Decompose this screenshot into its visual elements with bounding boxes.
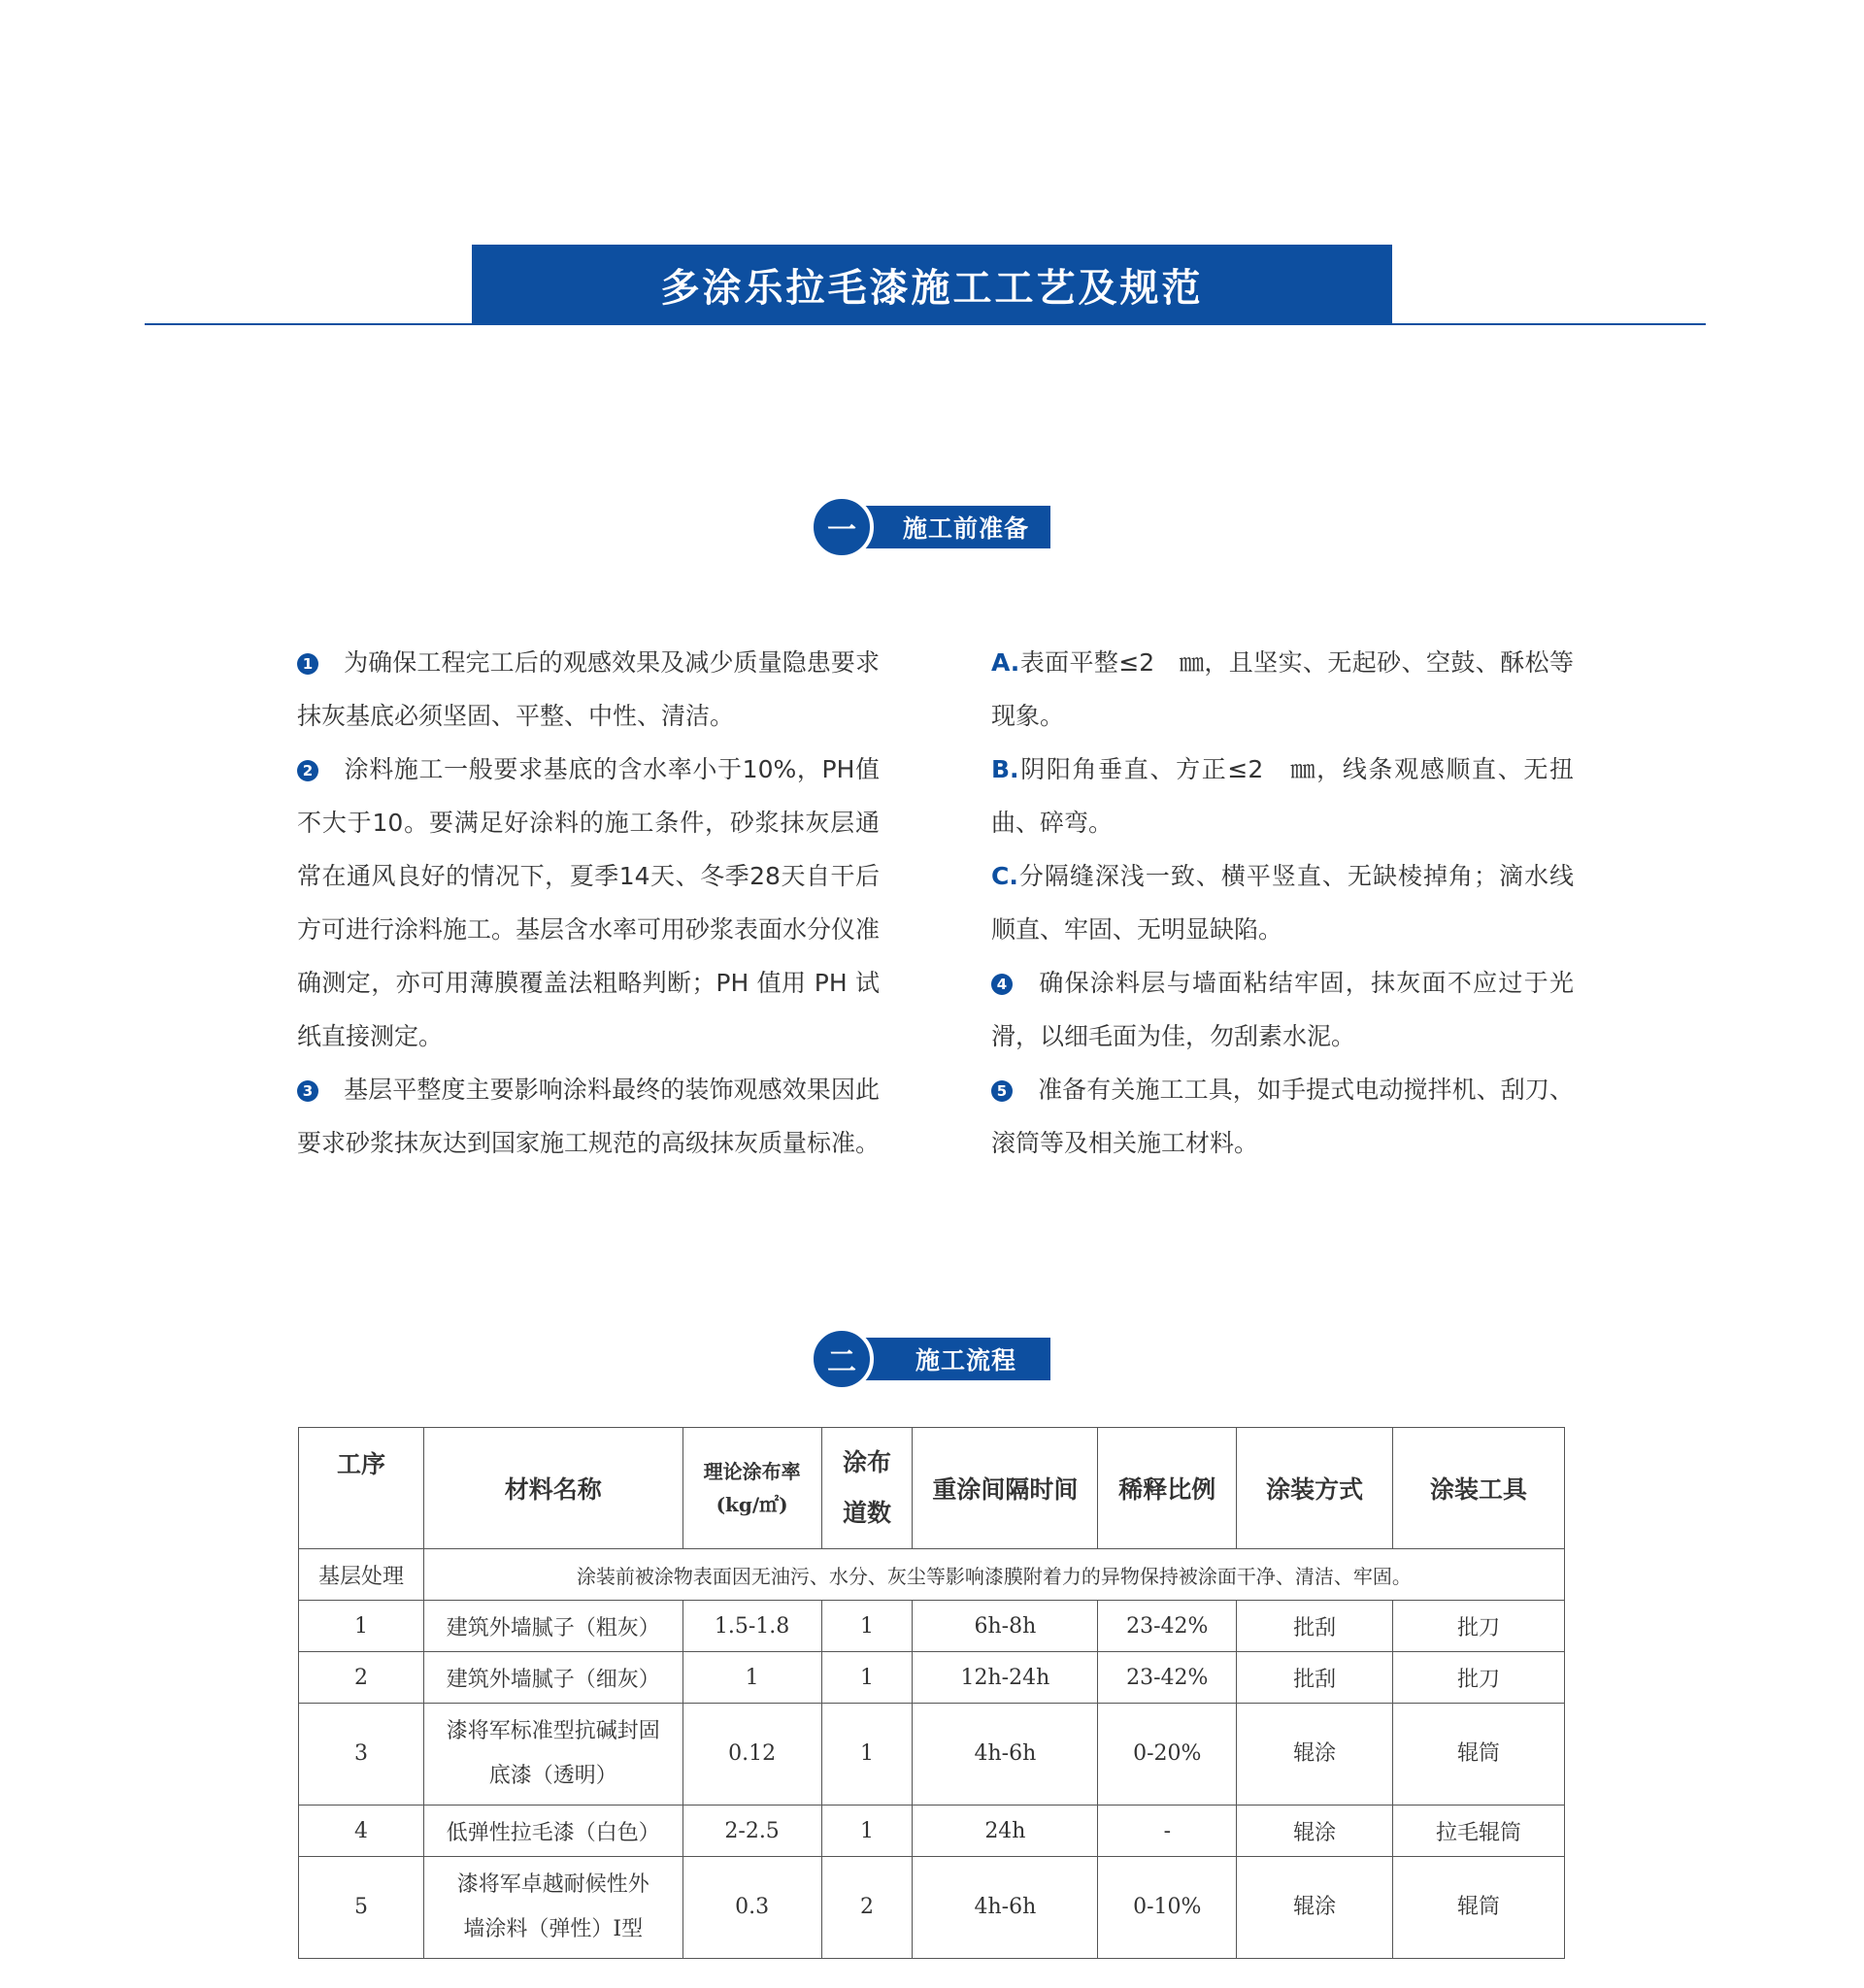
item-text: 准备有关施工工具，如手提式电动搅拌机、刮刀、滚筒等及相关施工材料。 xyxy=(991,1076,1574,1157)
cell-step: 1 xyxy=(299,1601,424,1652)
cell-dilution: 0-10% xyxy=(1098,1857,1237,1959)
material-line2: 墙涂料（弹性）I型 xyxy=(463,1917,644,1941)
cell-step: 4 xyxy=(299,1806,424,1857)
item-text: 表面平整≤2 ㎜，且坚实、无起砂、空鼓、酥松等现象。 xyxy=(991,648,1574,730)
cell-dilution: 23-42% xyxy=(1098,1601,1237,1652)
cell-method: 辊涂 xyxy=(1237,1704,1393,1806)
number-bullet: 3 xyxy=(297,1080,318,1102)
table-row xyxy=(299,1806,1565,1857)
number-bullet: 1 xyxy=(297,653,318,675)
header-rate-line2: (kg/㎡) xyxy=(716,1493,788,1516)
cell-rate: 2-2.5 xyxy=(682,1806,821,1857)
section-label: 施工前准备 xyxy=(902,514,1029,543)
header-step: 工序 xyxy=(299,1428,424,1549)
cell-tool: 批刀 xyxy=(1393,1601,1565,1652)
header-interval: 重涂间隔时间 xyxy=(913,1428,1098,1549)
header-tool: 涂装工具 xyxy=(1393,1428,1565,1549)
cell-dilution: 23-42% xyxy=(1098,1652,1237,1704)
cell-rate: 0.3 xyxy=(682,1857,821,1959)
page-title: 多涂乐拉毛漆施工工艺及规范 xyxy=(472,245,1392,324)
cell-coats: 1 xyxy=(821,1806,913,1857)
header-coats-line1: 涂布 xyxy=(843,1448,892,1476)
list-item xyxy=(297,743,880,1063)
letter-marker: C. xyxy=(991,862,1018,890)
cell-step: 3 xyxy=(299,1704,424,1806)
header-coats-line2: 道数 xyxy=(843,1499,892,1527)
material-line1: 漆将军卓越耐候性外 xyxy=(456,1872,649,1897)
cell-method: 辊涂 xyxy=(1237,1806,1393,1857)
header-rate xyxy=(682,1428,821,1549)
header-rate-line1: 理论涂布率 xyxy=(703,1460,801,1483)
list-item xyxy=(297,636,880,743)
item-text: 分隔缝深浅一致、横平竖直、无缺棱掉角；滴水线顺直、牢固、无明显缺陷。 xyxy=(991,862,1574,944)
section-number-badge: 二 xyxy=(810,1327,874,1391)
cell-material: 建筑外墙腻子（粗灰） xyxy=(423,1601,682,1652)
number-bullet: 5 xyxy=(991,1080,1013,1102)
table-row xyxy=(299,1704,1565,1806)
header-material: 材料名称 xyxy=(423,1428,682,1549)
section-header-preparation xyxy=(810,495,1062,559)
cell-method: 辊涂 xyxy=(1237,1857,1393,1959)
cell-tool: 辊筒 xyxy=(1393,1704,1565,1806)
number-bullet: 4 xyxy=(991,974,1013,995)
cell-material xyxy=(423,1704,682,1806)
cell-interval: 4h-6h xyxy=(913,1704,1098,1806)
preparation-left-column xyxy=(297,636,880,1170)
material-line1: 漆将军标准型抗碱封固 xyxy=(446,1719,660,1743)
list-item xyxy=(991,849,1574,956)
cell-dilution: 0-20% xyxy=(1098,1704,1237,1806)
header-method: 涂装方式 xyxy=(1237,1428,1393,1549)
cell-rate: 0.12 xyxy=(682,1704,821,1806)
cell-step: 基层处理 xyxy=(299,1549,424,1601)
list-item xyxy=(991,743,1574,849)
cell-material: 低弹性拉毛漆（白色） xyxy=(423,1806,682,1857)
item-text: 涂料施工一般要求基底的含水率小于10%，PH值不大于10。要满足好涂料的施工条件，砂浆抹灰层通常在通风良好的情况下，夏季14天、冬季28天自干后方可进行涂料施工。基层含水率可用砂浆表面水分仪准确测定，亦可用薄膜覆盖法粗略判断；PH 值用 PH 试纸直接测定。 xyxy=(297,755,881,1050)
letter-marker: A. xyxy=(991,648,1020,677)
cell-tool: 批刀 xyxy=(1393,1652,1565,1704)
cell-material xyxy=(423,1857,682,1959)
preparation-right-column xyxy=(991,636,1574,1170)
cell-coats: 2 xyxy=(821,1857,913,1959)
section-label-bar xyxy=(858,506,1050,548)
cell-base-note: 涂装前被涂物表面因无油污、水分、灰尘等影响漆膜附着力的异物保持被涂面干净、清洁、牢固。 xyxy=(423,1549,1564,1601)
cell-step: 5 xyxy=(299,1857,424,1959)
table-header-row xyxy=(299,1428,1565,1549)
cell-tool: 拉毛辊筒 xyxy=(1393,1806,1565,1857)
material-line2: 底漆（透明） xyxy=(488,1764,617,1788)
cell-interval: 6h-8h xyxy=(913,1601,1098,1652)
header-coats xyxy=(821,1428,913,1549)
item-text: 确保涂料层与墙面粘结牢固，抹灰面不应过于光滑，以细毛面为佳，勿刮素水泥。 xyxy=(991,969,1574,1050)
cell-coats: 1 xyxy=(821,1601,913,1652)
table-row xyxy=(299,1857,1565,1959)
item-text: 为确保工程完工后的观感效果及减少质量隐患要求抹灰基底必须坚固、平整、中性、清洁。 xyxy=(297,648,880,730)
list-item xyxy=(991,636,1574,743)
cell-step: 2 xyxy=(299,1652,424,1704)
letter-marker: B. xyxy=(991,755,1019,783)
cell-material: 建筑外墙腻子（细灰） xyxy=(423,1652,682,1704)
table-row xyxy=(299,1601,1565,1652)
table-row xyxy=(299,1549,1565,1601)
item-text: 阴阳角垂直、方正≤2 ㎜，线条观感顺直、无扭曲、碎弯。 xyxy=(991,755,1574,837)
cell-interval: 24h xyxy=(913,1806,1098,1857)
item-text: 基层平整度主要影响涂料最终的装饰观感效果因此要求砂浆抹灰达到国家施工规范的高级抹灰质量标准。 xyxy=(297,1076,881,1157)
list-item xyxy=(991,1063,1574,1170)
list-item xyxy=(297,1063,880,1170)
cell-rate: 1.5-1.8 xyxy=(682,1601,821,1652)
cell-interval: 12h-24h xyxy=(913,1652,1098,1704)
table-row xyxy=(299,1652,1565,1704)
section-number-badge: 一 xyxy=(810,495,874,559)
cell-tool: 辊筒 xyxy=(1393,1857,1565,1959)
header-dilution: 稀释比例 xyxy=(1098,1428,1237,1549)
cell-rate: 1 xyxy=(682,1652,821,1704)
list-item xyxy=(991,956,1574,1063)
cell-method: 批刮 xyxy=(1237,1652,1393,1704)
section-header-process xyxy=(810,1327,1062,1391)
cell-dilution: - xyxy=(1098,1806,1237,1857)
cell-coats: 1 xyxy=(821,1704,913,1806)
cell-interval: 4h-6h xyxy=(913,1857,1098,1959)
number-bullet: 2 xyxy=(297,760,318,781)
cell-method: 批刮 xyxy=(1237,1601,1393,1652)
cell-coats: 1 xyxy=(821,1652,913,1704)
section-label: 施工流程 xyxy=(915,1346,1016,1375)
section-label-bar xyxy=(858,1338,1050,1380)
process-table xyxy=(298,1427,1565,1959)
